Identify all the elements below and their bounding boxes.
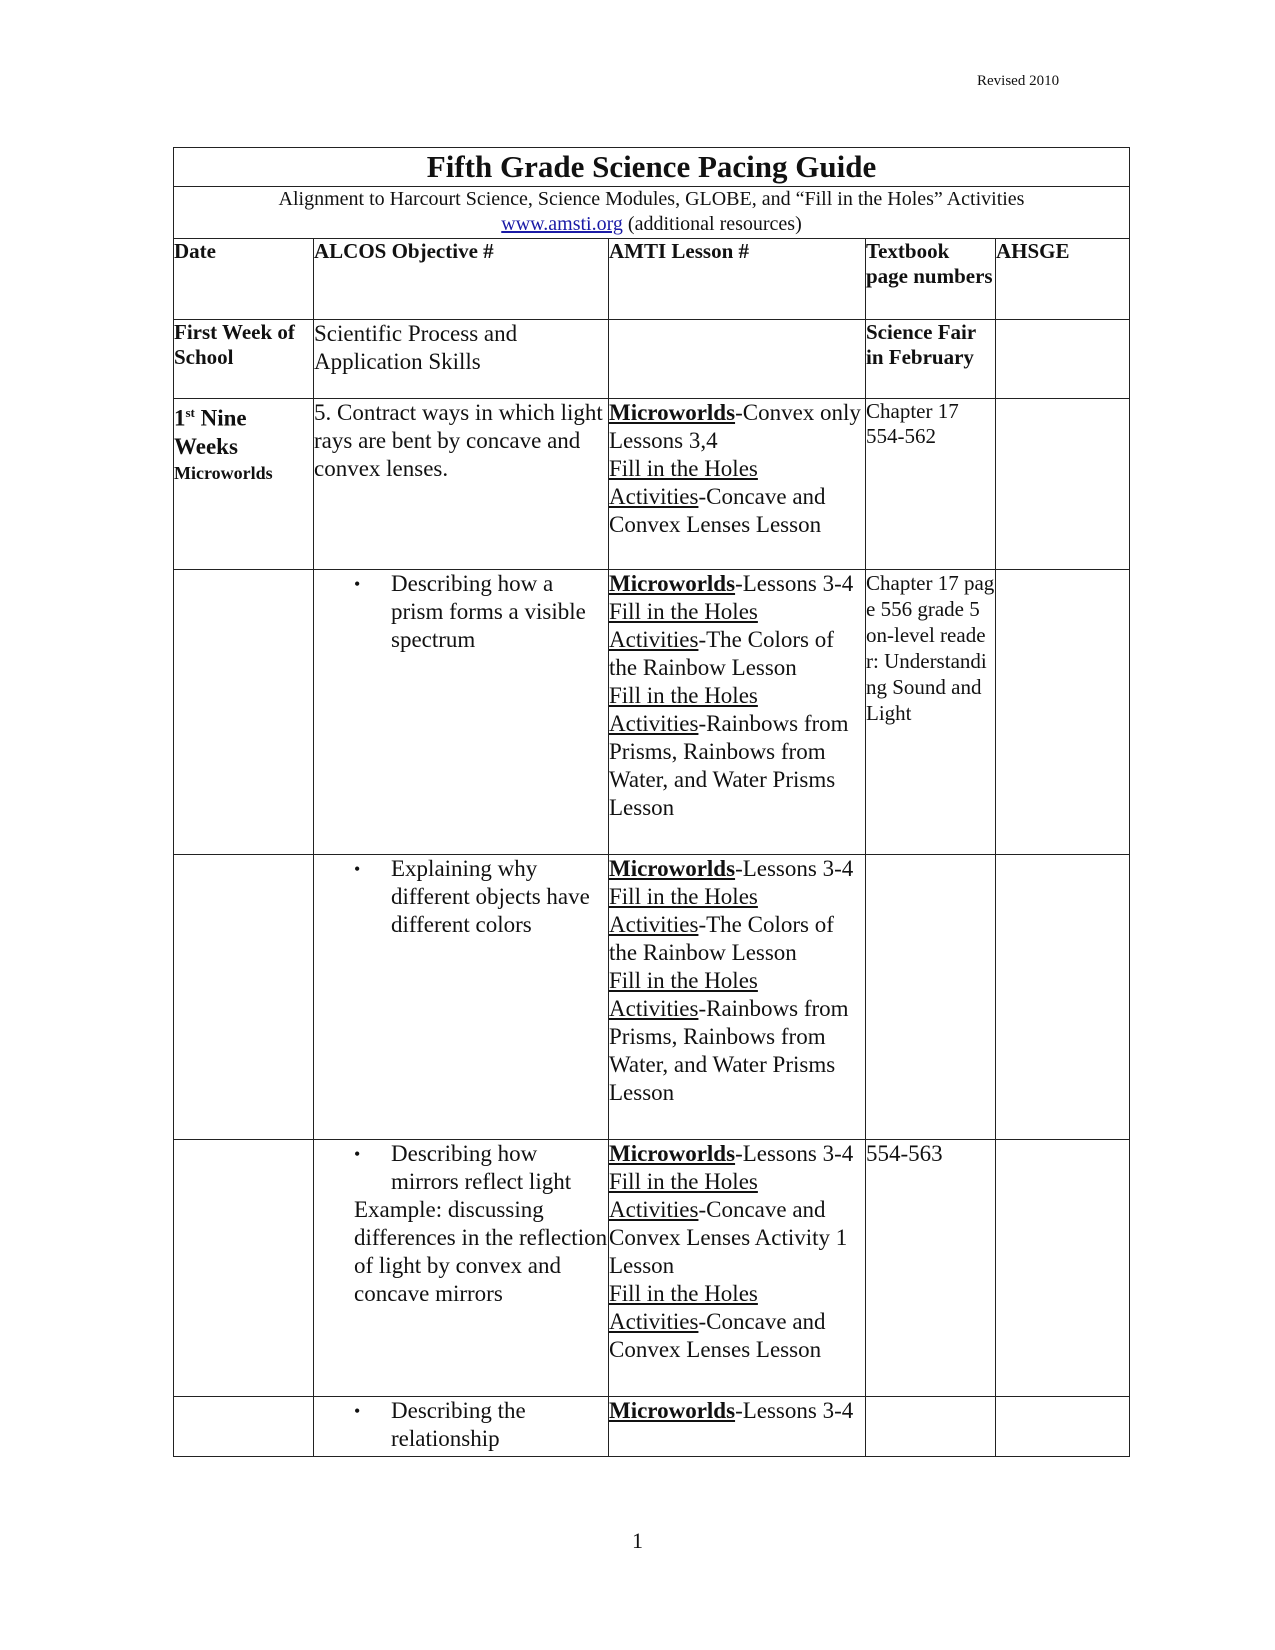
objective-example: Example: discussing differences in the reflection of light by convex and concave mirrors [354, 1197, 608, 1306]
amti-text: -Lessons 3-4 [735, 571, 854, 596]
activities-link[interactable]: Activities [609, 996, 699, 1021]
activities-link[interactable]: Activities [609, 1309, 699, 1334]
header-row [174, 239, 1130, 320]
bullet-text: Explaining why different objects have different colors [391, 856, 590, 937]
textbook-cell: 554-563 [866, 1140, 996, 1397]
amti-cell [609, 855, 866, 1140]
objective-bullet [314, 570, 608, 654]
col-header-ahsge: AHSGE [996, 239, 1130, 320]
textbook-cell: Science Fair in February [866, 320, 996, 399]
fill-in-holes-link[interactable]: Fill in the Holes [609, 884, 758, 909]
objective-cell [314, 1140, 609, 1397]
table-row [174, 320, 1130, 399]
date-cell [174, 570, 314, 855]
date-sub: Microworlds [174, 462, 273, 483]
activities-link[interactable]: Activities [609, 912, 699, 937]
alignment-note [174, 187, 1130, 239]
activities-link[interactable]: Activities [609, 627, 699, 652]
activities-link[interactable]: Activities [609, 484, 699, 509]
amti-text: -Rainbows from Prisms, Rainbows from Water, and Water Prisms Lesson [609, 711, 849, 820]
date-cell [174, 399, 314, 570]
date-num: 1 [174, 405, 186, 431]
bullet-icon: • [354, 1144, 361, 1164]
date-cell [174, 1397, 314, 1457]
ahsge-cell [996, 399, 1130, 570]
microworlds-link[interactable]: Microworlds [609, 1141, 736, 1166]
bullet-icon: • [354, 859, 361, 879]
table-row [174, 399, 1130, 570]
amti-cell [609, 399, 866, 570]
table-row [174, 1397, 1130, 1457]
date-sup: st [185, 405, 195, 420]
ahsge-cell [996, 570, 1130, 855]
textbook-cell: Chapter 17 page 556 grade 5 on-level reader: Understanding Sound and Light [866, 570, 996, 855]
amti-cell [609, 1397, 866, 1457]
amti-text: -Rainbows from Prisms, Rainbows from Water, and Water Prisms Lesson [609, 996, 849, 1105]
objective-bullet [314, 1140, 608, 1196]
textbook-cell: Chapter 17 554-562 [866, 399, 996, 570]
ahsge-cell [996, 1140, 1130, 1397]
table-row [174, 855, 1130, 1140]
amti-text: -Concave and Convex Lenses Activity 1 Lesson [609, 1197, 848, 1278]
document-title: Fifth Grade Science Pacing Guide [174, 148, 1130, 187]
page-number: 1 [632, 1528, 643, 1553]
microworlds-link[interactable]: Microworlds [609, 856, 736, 881]
ahsge-cell [996, 855, 1130, 1140]
microworlds-link[interactable]: Microworlds [609, 1398, 736, 1423]
amti-cell [609, 320, 866, 399]
amti-text: -Concave and Convex Lenses Lesson [609, 1309, 826, 1362]
textbook-cell [866, 855, 996, 1140]
table-row [174, 570, 1130, 855]
objective-cell: Scientific Process and Application Skills [314, 320, 609, 399]
date-cell: First Week of School [174, 320, 314, 399]
objective-cell [314, 570, 609, 855]
date-cell [174, 855, 314, 1140]
amti-cell [609, 1140, 866, 1397]
ahsge-cell [996, 1397, 1130, 1457]
textbook-cell [866, 1397, 996, 1457]
pacing-guide-table [173, 147, 1130, 1457]
col-header-amti: AMTI Lesson # [609, 239, 866, 320]
objective-cell [314, 1397, 609, 1457]
objective-cell [314, 855, 609, 1140]
objective-bullet [314, 855, 608, 939]
amti-text: -Convex only Lessons 3,4 [609, 400, 861, 453]
alignment-line: Alignment to Harcourt Science, Science Modules, GLOBE, and “Fill in the Holes” Activities [278, 188, 1025, 210]
amti-text: -Lessons 3-4 [735, 856, 854, 881]
date-cell [174, 1140, 314, 1397]
bullet-icon: • [354, 1401, 361, 1421]
date-main: Nine Weeks [174, 405, 247, 459]
fill-in-holes-link[interactable]: Fill in the Holes [609, 968, 758, 993]
microworlds-link[interactable]: Microworlds [609, 571, 736, 596]
objective-bullet [314, 1397, 608, 1453]
amti-text: -Lessons 3-4 [735, 1398, 854, 1423]
table-row [174, 1140, 1130, 1397]
ahsge-cell [996, 320, 1130, 399]
amti-text: -The Colors of the Rainbow Lesson [609, 912, 834, 965]
resources-suffix: (additional resources) [622, 213, 802, 235]
amti-cell [609, 570, 866, 855]
amsti-link[interactable]: www.amsti.org [501, 213, 623, 235]
bullet-icon: • [354, 574, 361, 594]
microworlds-link[interactable]: Microworlds [609, 400, 736, 425]
objective-cell: 5. Contract ways in which light rays are bent by concave and convex lenses. [314, 399, 609, 570]
amti-text: -The Colors of the Rainbow Lesson [609, 627, 834, 680]
bullet-text: Describing how a prism forms a visible spectrum [391, 571, 586, 652]
fill-in-holes-link[interactable]: Fill in the Holes [609, 456, 758, 481]
activities-link[interactable]: Activities [609, 711, 699, 736]
amti-text: -Lessons 3-4 [735, 1141, 854, 1166]
col-header-alcos: ALCOS Objective # [314, 239, 609, 320]
fill-in-holes-link[interactable]: Fill in the Holes [609, 683, 758, 708]
fill-in-holes-link[interactable]: Fill in the Holes [609, 1281, 758, 1306]
bullet-text: Describing how mirrors reflect light [391, 1141, 572, 1194]
col-header-textbook: Textbook page numbers [866, 239, 996, 320]
amti-text: -Concave and Convex Lenses Lesson [609, 484, 826, 537]
bullet-text: Describing the relationship [391, 1398, 526, 1451]
resources-line [174, 212, 1129, 237]
fill-in-holes-link[interactable]: Fill in the Holes [609, 599, 758, 624]
col-header-date: Date [174, 239, 314, 320]
activities-link[interactable]: Activities [609, 1197, 699, 1222]
fill-in-holes-link[interactable]: Fill in the Holes [609, 1169, 758, 1194]
revised-note: Revised 2010 [977, 73, 1060, 89]
